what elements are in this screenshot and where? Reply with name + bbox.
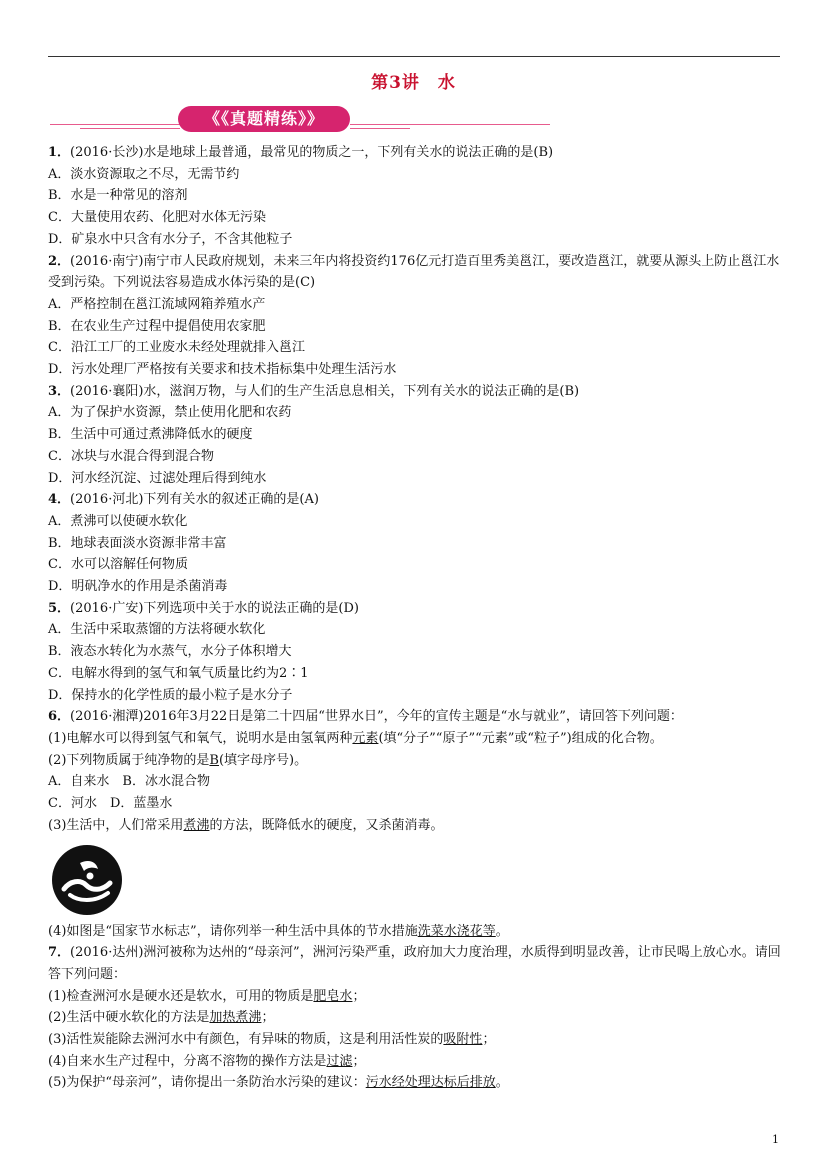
question-number: 7． xyxy=(48,945,71,961)
question-text: (2016·河北)下列有关水的叙述正确的是(A) xyxy=(70,492,319,508)
option: D．明矾净水的作用是杀菌消毒 xyxy=(48,579,228,595)
question-stem xyxy=(48,142,788,164)
answer: 加热煮沸 xyxy=(209,1010,262,1026)
option: D．矿泉水中只含有水分子，不含其他粒子 xyxy=(48,231,293,247)
question-text: (2016·达州)洲河被称为达州的“母亲河”，洲河污染严重，政府加大力度治理，水质得到明显改善，让市民喝上放心水。请回答下列问题： xyxy=(48,945,781,982)
option: B．水是一种常见的溶剂 xyxy=(48,188,188,204)
option: B．生活中可通过煮沸降低水的硬度 xyxy=(48,427,253,443)
answer: 元素 xyxy=(352,730,379,746)
banner-line xyxy=(350,124,550,125)
question-text: (2016·襄阳)水，滋润万物，与人们的生产生活息息相关，下列有关水的说法正确的是(B) xyxy=(70,383,580,399)
sub-question: (2)下列物质属于纯净物的是B(填字母序号)。 xyxy=(48,752,308,768)
option: C．电解水得到的氢气和氧气质量比约为2∶1 xyxy=(48,665,309,681)
question-stem xyxy=(48,598,788,620)
question-list xyxy=(48,142,788,1094)
option: B．液态水转化为水蒸气，水分子体积增大 xyxy=(48,644,292,660)
option: A．为了保护水资源，禁止使用化肥和农药 xyxy=(48,405,292,421)
banner-label: 《《真题精练》》 xyxy=(178,106,350,132)
sub-question: (1)检查洲河水是硬水还是软水，可用的物质是肥皂水； xyxy=(48,988,366,1004)
question-number: 5． xyxy=(48,600,71,616)
option: A．生活中采取蒸馏的方法将硬水软化 xyxy=(48,622,266,638)
banner-line xyxy=(50,124,180,125)
sub-question: (3)活性炭能除去洲河水中有颜色，有异味的物质，这是利用活性炭的吸附性； xyxy=(48,1032,496,1048)
sub-question: (5)为保护“母亲河”，请你提出一条防治水污染的建议：污水经处理达标后排放。 xyxy=(48,1075,509,1091)
question-stem xyxy=(48,489,788,511)
question-text: (2016·广安)下列选项中关于水的说法正确的是(D) xyxy=(70,600,359,616)
option: A．煮沸可以使硬水软化 xyxy=(48,513,188,529)
option: B．在农业生产过程中提倡使用农家肥 xyxy=(48,318,266,334)
banner-line xyxy=(80,128,180,129)
option: D．污水处理厂严格按有关要求和技术指标集中处理生活污水 xyxy=(48,362,397,378)
answer: B xyxy=(209,752,219,768)
option: C．大量使用农药、化肥对水体无污染 xyxy=(48,210,266,226)
question-number: 3． xyxy=(48,383,71,399)
question-text: (2016·南宁)南宁市人民政府规划，未来三年内将投资约176亿元打造百里秀美邕江，要改造邕江，就要从源头上防止邕江水受到污染。下列说法容易造成水体污染的是(C) xyxy=(48,253,780,291)
question-number: 4． xyxy=(48,492,71,508)
question-stem xyxy=(48,251,788,294)
option: C．冰块与水混合得到混合物 xyxy=(48,448,214,464)
sub-question: (2)生活中硬水软化的方法是加热煮沸； xyxy=(48,1010,275,1026)
water-saving-logo-icon xyxy=(50,843,124,917)
section-banner xyxy=(50,104,550,134)
answer: 污水经处理达标后排放 xyxy=(365,1075,496,1091)
question-text: (2016·长沙)水是地球上最普通，最常见的物质之一，下列有关水的说法正确的是(B) xyxy=(70,145,554,160)
option: C．沿江工厂的工业废水未经处理就排入邕江 xyxy=(48,340,305,356)
question-number: 6． xyxy=(48,709,71,725)
answer: 吸附性 xyxy=(443,1032,483,1048)
option: D．保持水的化学性质的最小粒子是水分子 xyxy=(48,687,293,703)
question-number: 1． xyxy=(48,145,71,160)
question-number: 2． xyxy=(48,253,71,269)
option: C．河水 D．蓝墨水 xyxy=(48,796,173,812)
sub-question: (4)如图是“国家节水标志”，请你列举一种生活中具体的节水措施洗菜水浇花等。 xyxy=(48,923,509,939)
question-stem xyxy=(48,706,788,728)
option: A．淡水资源取之不尽，无需节约 xyxy=(48,166,240,182)
header-rule xyxy=(48,56,780,57)
sub-question: (1)电解水可以得到氢气和氧气，说明水是由氢氧两种元素(填“分子”“原子”“元素”或“粒子”)组成的化合物。 xyxy=(48,730,663,746)
sub-question: (3)生活中，人们常采用煮沸的方法，既降低水的硬度，又杀菌消毒。 xyxy=(48,817,444,833)
page-number: 1 xyxy=(772,1133,779,1146)
option: A．严格控制在邕江流域网箱养殖水产 xyxy=(48,296,266,312)
answer: 过滤 xyxy=(326,1053,353,1069)
question-text: (2016·湘潭)2016年3月22日是第二十四届“世界水日”，今年的宣传主题是“水与就业”，请回答下列问题： xyxy=(70,709,683,725)
question-stem xyxy=(48,381,788,403)
banner-line xyxy=(350,128,410,129)
option: C．水可以溶解任何物质 xyxy=(48,557,188,573)
sub-question: (4)自来水生产过程中，分离不溶物的操作方法是过滤； xyxy=(48,1053,366,1069)
answer: 洗菜水浇花等 xyxy=(417,923,496,939)
question-stem xyxy=(48,942,788,985)
option: B．地球表面淡水资源非常丰富 xyxy=(48,535,227,551)
page-title: 第3讲 水 xyxy=(371,73,456,93)
option: A．自来水 B．冰水混合物 xyxy=(48,774,210,790)
answer: 肥皂水 xyxy=(313,988,353,1004)
answer: 煮沸 xyxy=(183,817,210,833)
option: D．河水经沉淀、过滤处理后得到纯水 xyxy=(48,470,267,486)
